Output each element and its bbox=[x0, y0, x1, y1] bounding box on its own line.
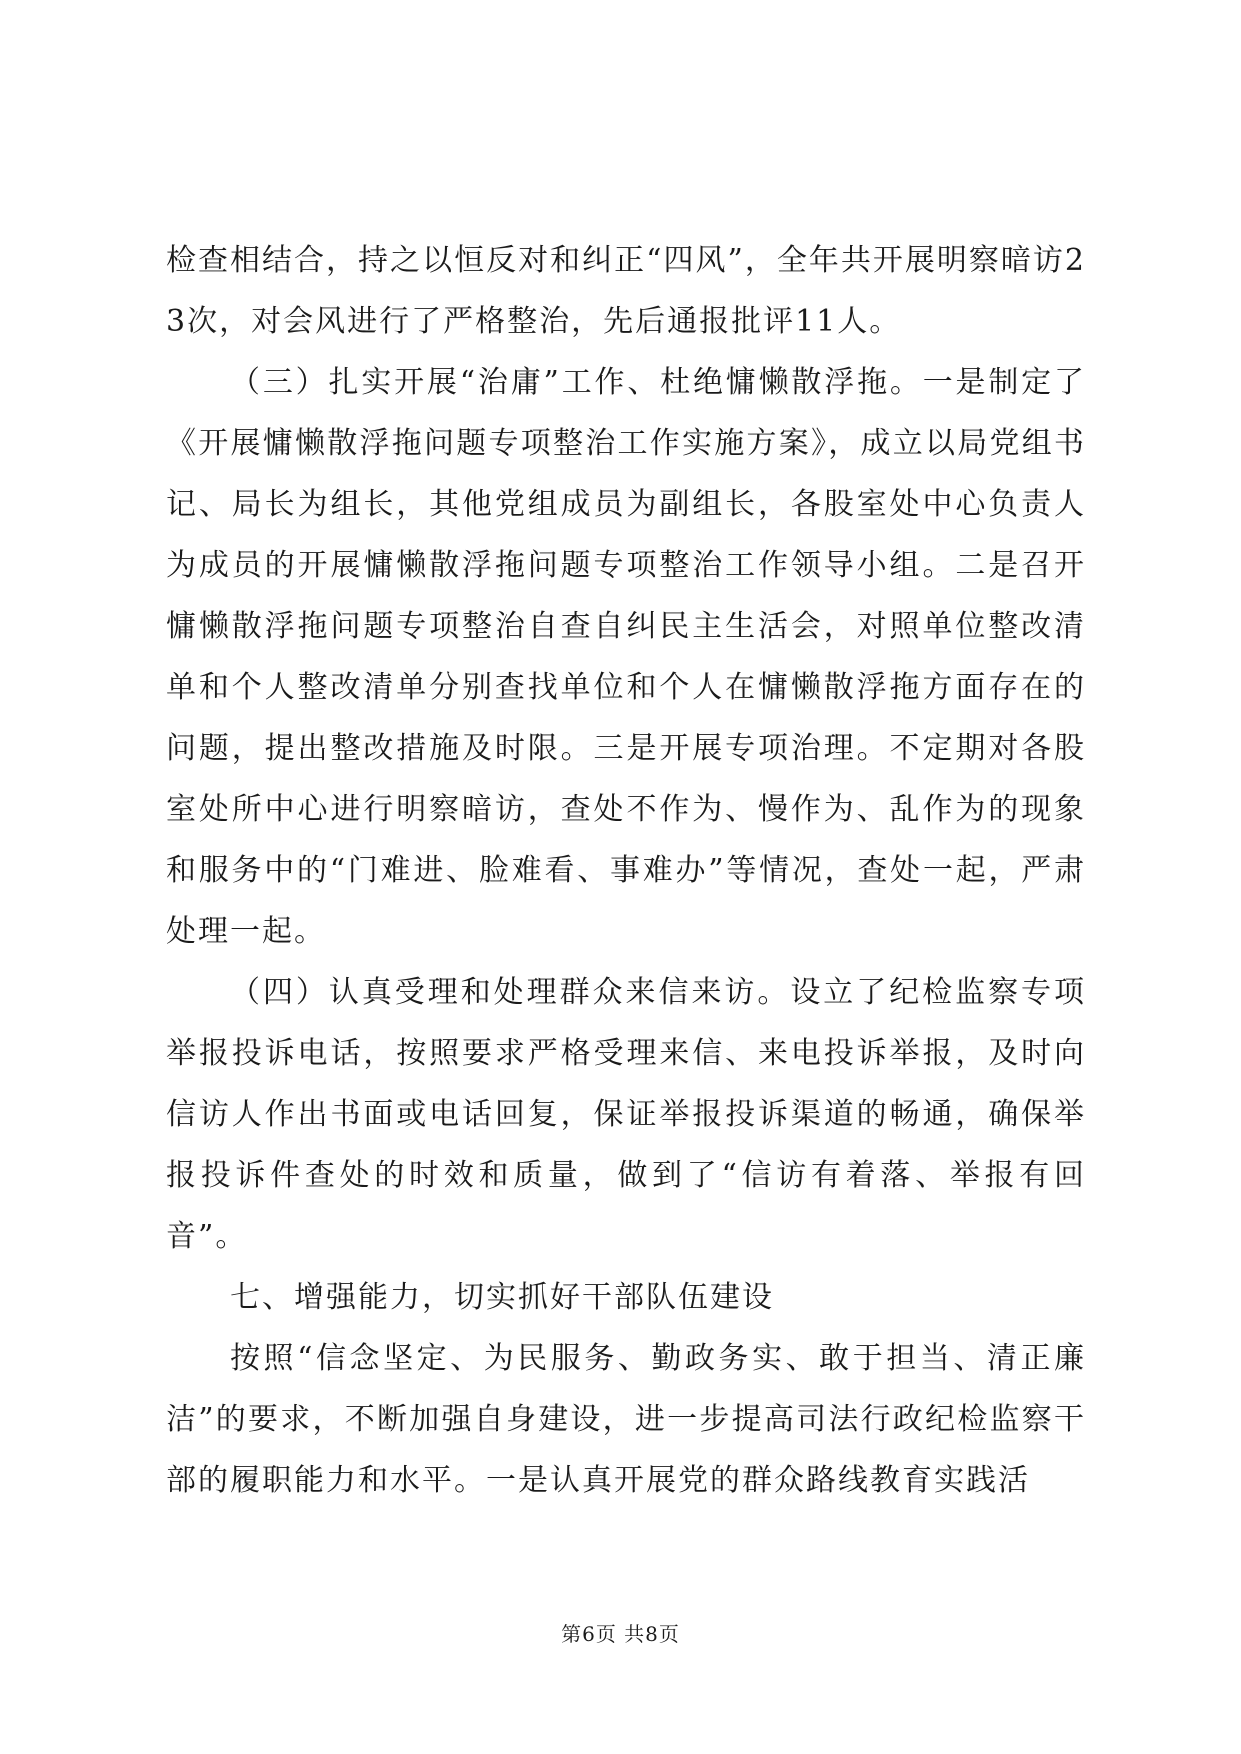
section-heading-seven: 七、增强能力，切实抓好干部队伍建设 bbox=[230, 1280, 774, 1315]
document-body bbox=[166, 230, 1086, 1511]
paragraph-section-three: （三）扎实开展“治庸”工作、杜绝慵懒散浮拖。一是制定了《开展慵懒散浮拖问题专项整治工作实施方案》，成立以局党组书记、局长为组长，其他党组成员为副组长，各股室处中心负责人为成员的开展慵懒散浮拖问题专项整治工作领导小组。二是召开慵懒散浮拖问题专项整治自查自纠民主生活会，对照单位整改清单和个人整改清单分别查找单位和个人在慵懒散浮拖方面存在的问题，提出整改措施及时限。三是开展专项治理。不定期对各股室处所中心进行明察暗访，查处不作为、慢作为、乱作为的现象和服务中的“门难进、脸难看、事难办”等情况，查处一起，严肃处理一起。 bbox=[166, 365, 1086, 949]
page-number: 第6页 共8页 bbox=[561, 1622, 680, 1646]
paragraph-continuation: 检查相结合，持之以恒反对和纠正“四风”，全年共开展明察暗访23次，对会风进行了严格整治，先后通报批评11人。 bbox=[166, 243, 1086, 339]
paragraph-section-seven-body: 按照“信念坚定、为民服务、勤政务实、敢于担当、清正廉洁”的要求，不断加强自身建设，进一步提高司法行政纪检监察干部的履职能力和水平。一是认真开展党的群众路线教育实践活 bbox=[166, 1341, 1086, 1498]
paragraph-section-four: （四）认真受理和处理群众来信来访。设立了纪检监察专项举报投诉电话，按照要求严格受理来信、来电投诉举报，及时向信访人作出书面或电话回复，保证举报投诉渠道的畅通，确保举报投诉件查处的时效和质量，做到了“信访有着落、举报有回音”。 bbox=[166, 975, 1086, 1254]
page-footer bbox=[0, 1620, 1241, 1648]
